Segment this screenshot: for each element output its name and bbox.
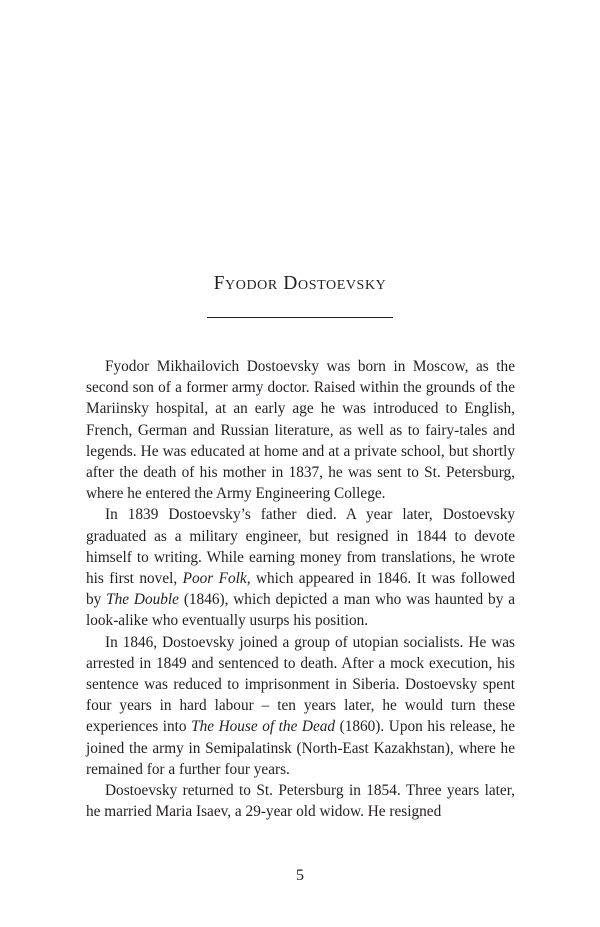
page-title: Fyodor Dostoevsky [213, 273, 387, 294]
book-title-house-of-the-dead: The House of the Dead [191, 718, 336, 736]
paragraph-3-text-1: In 1846, Dostoevsky joined a group of utopian socialists. He was arrested in 1849 and sentenced to death. After a mock execution, his sentence was reduced to imprisonment in Siberia. Dostoevsky spent four years in hard labour – ten years later, he would turn these experiences into [86, 633, 515, 736]
paragraph-2-text-1: In 1839 Dostoevsky’s father died. A year later, Dostoevsky graduated as a military engineer, but resigned in 1844 to devote himself to writing. While earning money from translations, he wrote his first novel, [86, 506, 515, 588]
paragraph-3-text-2: (1860). Upon his release, he joined the army in Semipalatinsk (North-East Kazakhstan), where he remained for a further four years. [86, 718, 515, 778]
paragraph-1: Fyodor Mikhailovich Dostoevsky was born in Moscow, as the second son of a former army doctor. Raised within the grounds of the Mariinsky hospital, at an early age he was introduced to English, French, German and Russian literature, as well as to fairy-tales and legends. He was educated at home and at a private school, but shortly after the death of his mother in 1837, he was sent to St. Petersburg, where he entered the Army Engineering College. [86, 358, 515, 503]
paragraph-2-text-3: (1846), which depicted a man who was haunted by a look-alike who eventually usurps his position. [86, 591, 515, 630]
paragraph-2 [86, 504, 515, 631]
page-number: 5 [296, 867, 304, 884]
paragraph-4: Dostoevsky returned to St. Petersburg in 1854. Three years later, he married Maria Isaev, a 29-year old widow. He resigned [86, 782, 515, 821]
body-text [86, 356, 515, 822]
paragraph-2-text-2: which appeared in 1846. It was followed by [86, 570, 515, 609]
book-title-poor-folk: Poor Folk, [182, 570, 251, 588]
title-divider [207, 317, 393, 318]
book-title-the-double: The Double [106, 591, 179, 609]
paragraph-3 [86, 632, 515, 780]
